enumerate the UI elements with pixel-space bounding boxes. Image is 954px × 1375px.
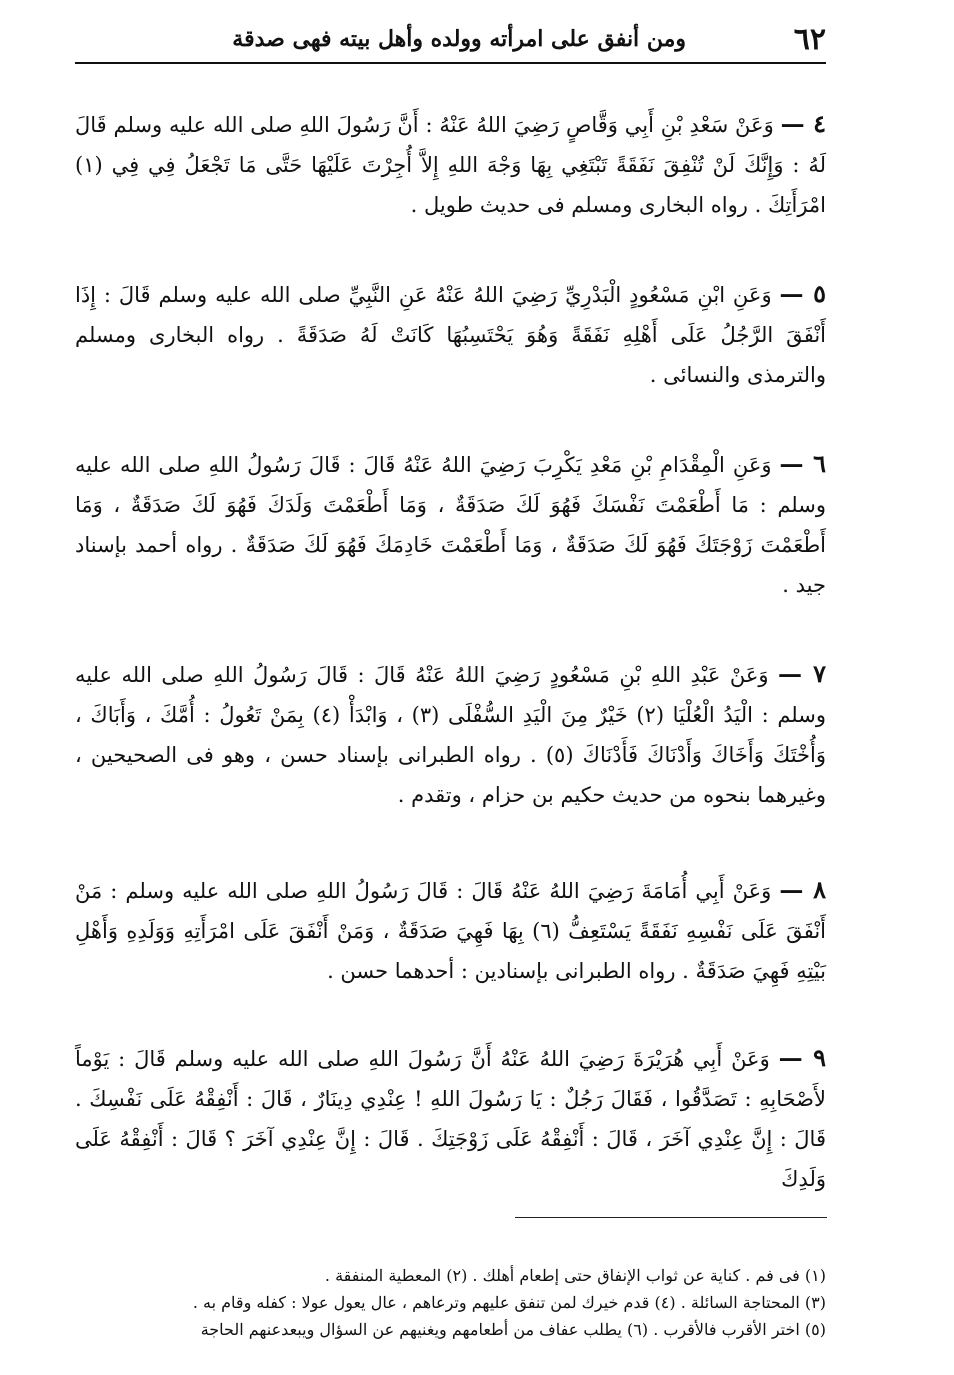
page-number: ٦٢ bbox=[793, 22, 826, 57]
hadith-number: ٥ — bbox=[779, 279, 826, 308]
hadith-number: ٨ — bbox=[779, 875, 827, 904]
footnotes bbox=[75, 1262, 826, 1343]
page-header bbox=[75, 22, 826, 64]
hadith-8 bbox=[75, 870, 826, 991]
hadith-number: ٧ — bbox=[777, 659, 826, 688]
hadith-text: وَعَنِ ابْنِ مَسْعُودٍ الْبَدْرِيِّ رَضِيَ اللهُ عَنْهُ عَنِ النَّبِيِّ صلى الله عليه وسلم قَالَ : إِذَا أَنْفَقَ الرَّجُلُ عَلَى أَهْلِهِ نَفَقَةً وَهُوَ يَحْتَسِبُهَا كَانَتْ لَهُ صَدَقَةً . رواه البخارى ومسلم والترمذى والنسائى . bbox=[75, 283, 826, 387]
footnote-line: (٥) اختر الأقرب فالأقرب . (٦) يطلب عفاف من أطعامهم ويغنيهم عن السؤال ويبعدعنهم الحاجة bbox=[200, 1320, 826, 1339]
hadith-text: وَعَنْ أَبِي أُمَامَةَ رَضِيَ اللهُ عَنْهُ قَالَ : قَالَ رَسُولُ اللهِ صلى الله عليه وسلم : مَنْ أَنْفَقَ عَلَى نَفْسِهِ نَفَقَةً يَسْتَعِفُّ (٦) بِهَا فَهِيَ صَدَقَةٌ ، وَمَنْ أَنْفَقَ عَلَى امْرَأَتِهِ وَوَلَدِهِ وَأَهْلِ بَيْتِهِ فَهِيَ صَدَقَةٌ . رواه الطبرانى بإسنادين : أحدهما حسن . bbox=[75, 879, 827, 983]
hadith-number: ٤ — bbox=[780, 109, 826, 138]
hadith-text: وَعَنِ الْمِقْدَامِ بْنِ مَعْدِ يَكْرِبَ رَضِيَ اللهُ عَنْهُ قَالَ : قَالَ رَسُولُ اللهِ صلى الله عليه وسلم : مَا أَطْعَمْتَ نَفْسَكَ فَهُوَ لَكَ صَدَقَةٌ ، وَمَا أَطْعَمْتَ وَلَدَكَ فَهُوَ لَكَ صَدَقَةٌ ، وَمَا أَطْعَمْتَ زَوْجَتَكَ فَهُوَ لَكَ صَدَقَةٌ ، وَمَا أَطْعَمْتَ خَادِمَكَ فَهُوَ لَكَ صَدَقَةٌ . رواه أحمد بإسناد جيد . bbox=[75, 453, 826, 597]
hadith-7 bbox=[75, 654, 826, 815]
hadith-number: ٦ — bbox=[779, 449, 826, 478]
hadith-4 bbox=[75, 104, 826, 225]
footnote-line: (١) فى فم . كناية عن ثواب الإنفاق حتى إطعام أهلك . (٢) المعطية المنفقة . bbox=[324, 1266, 826, 1285]
hadith-text: وَعَنْ سَعْدِ بْنِ أَبِي وَقَّاصٍ رَضِيَ اللهُ عَنْهُ : أَنَّ رَسُولَ اللهِ صلى الله عليه وسلم قَالَ لَهُ : وَإِنَّكَ لَنْ تُنْفِقَ نَفَقَةً تَبْتَغِي بِهَا وَجْهَ اللهِ إِلاَّ أُجِرْتَ عَلَيْهَا حَتَّى مَا تَجْعَلُ فِي فِي (١) امْرَأَتِكَ . رواه البخارى ومسلم فى حديث طويل . bbox=[75, 113, 826, 217]
hadith-number: ٩ — bbox=[778, 1043, 826, 1072]
footnote-line: (٣) المحتاجة السائلة . (٤) قدم خيرك لمن تنفق عليهم وترعاهم ، عال يعول عولا : كفله وقام به . bbox=[192, 1293, 826, 1312]
hadith-5 bbox=[75, 274, 826, 395]
footnote-rule bbox=[515, 1217, 827, 1218]
hadith-text: وَعَنْ عَبْدِ اللهِ بْنِ مَسْعُودٍ رَضِيَ اللهُ عَنْهُ قَالَ : قَالَ رَسُولُ اللهِ صلى الله عليه وسلم : الْيَدُ الْعُلْيَا (٢) خَيْرٌ مِنَ الْيَدِ السُّفْلَى (٣) ، وَابْدَأْ (٤) بِمَنْ تَعُولُ : أُمَّكَ ، وَأَبَاكَ ، وَأُخْتَكَ وَأَخَاكَ وَأَدْنَاكَ فَأَدْنَاكَ (٥) . رواه الطبرانى بإسناد حسن ، وهو فى الصحيحين ، وغيرهما بنحوه من حديث حكيم بن حزام ، وتقدم . bbox=[75, 663, 826, 807]
hadith-9 bbox=[75, 1038, 826, 1199]
hadith-6 bbox=[75, 444, 826, 605]
hadith-text: وَعَنْ أَبِي هُرَيْرَةَ رَضِيَ اللهُ عَنْهُ أَنَّ رَسُولَ اللهِ صلى الله عليه وسلم قَالَ : يَوْماً لأَصْحَابِهِ : تَصَدَّقُوا ، فَقَالَ رَجُلٌ : يَا رَسُولَ اللهِ ! عِنْدِي دِينَارٌ ، قَالَ : أَنْفِقْهُ عَلَى نَفْسِكَ . قَالَ : إِنَّ عِنْدِي آخَرَ ، قَالَ : أَنْفِقْهُ عَلَى زَوْجَتِكَ . قَالَ : إِنَّ عِنْدِي آخَرَ ؟ قَالَ : أَنْفِقْهُ عَلَى وَلَدِكَ bbox=[75, 1047, 826, 1191]
running-title: ومن أنفق على امرأته وولده وأهل بيته فهى صدقة bbox=[232, 26, 686, 52]
